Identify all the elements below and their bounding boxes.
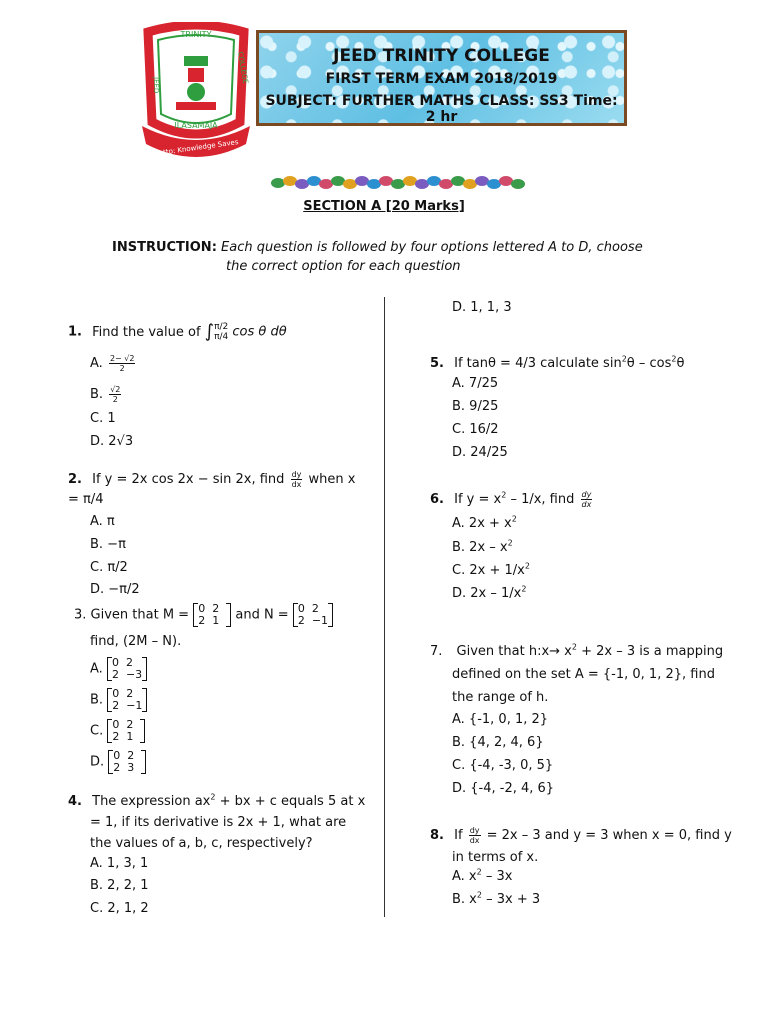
q1-b-numerator: √2 xyxy=(110,385,121,394)
question-3 xyxy=(74,603,333,627)
q8-b-text: B. x xyxy=(452,892,477,907)
integral-symbol: ∫ xyxy=(204,321,215,342)
c-cell: 0 xyxy=(112,718,120,731)
matrix-n xyxy=(293,603,333,627)
instruction-text-line2: the correct option for each question xyxy=(226,259,461,274)
q8-a-text-end: – 3x xyxy=(481,869,513,884)
crest-top-text: TRINITY xyxy=(180,30,212,39)
q3-d-matrix xyxy=(108,750,146,774)
q1-a-numerator: 2− √2 xyxy=(109,354,135,363)
q6-c-text: C. 2x + 1/x xyxy=(452,563,525,578)
q3-line2: find, (2M – N). xyxy=(90,634,182,649)
q7-option-a: A. {-1, 0, 1, 2} xyxy=(452,712,549,727)
q8-b-text-end: – 3x + 3 xyxy=(481,892,541,907)
q3-option-d xyxy=(90,750,146,774)
question-5 xyxy=(430,356,684,372)
q1-integrand: cos θ dθ xyxy=(232,324,287,340)
a-cell: 2 xyxy=(125,656,133,669)
q1-option-a xyxy=(90,354,137,373)
q2-option-d: D. −π/2 xyxy=(90,582,140,597)
question-6 xyxy=(430,490,594,509)
m-cell: 1 xyxy=(212,614,220,627)
q6-b-text: B. 2x – x xyxy=(452,540,508,555)
n-cell: 2 xyxy=(311,602,319,615)
q8-text: = 2x – 3 and y = 3 when x = 0, find y xyxy=(482,828,732,843)
q2-option-a: A. π xyxy=(90,514,115,529)
q3-option-b xyxy=(90,688,147,712)
q8-line2: in terms of x. xyxy=(452,850,539,865)
instruction-text-line1: Each question is followed by four options lettered A to D, choose xyxy=(221,240,643,255)
q8-option-a xyxy=(452,869,512,885)
q2-frac-num: dy xyxy=(291,470,302,479)
q3-a-matrix xyxy=(107,657,147,681)
school-name: JEED TRINITY COLLEGE xyxy=(333,46,550,66)
b-cell: −1 xyxy=(126,699,143,712)
q5-sup2: 2 xyxy=(671,354,677,364)
d-cell: 2 xyxy=(113,761,121,774)
q4-option-a: A. 1, 3, 1 xyxy=(90,856,149,871)
q7-option-c: C. {-4, -3, 0, 5} xyxy=(452,758,554,773)
q6-option-a xyxy=(452,516,517,532)
q6-number: 6. xyxy=(430,492,444,507)
q3-c-matrix xyxy=(107,719,145,743)
column-divider xyxy=(384,297,385,917)
decorative-floral-divider xyxy=(270,172,530,194)
q1-option-c: C. 1 xyxy=(90,411,116,426)
q5-option-c: C. 16/2 xyxy=(452,422,499,437)
b-cell: 2 xyxy=(126,687,134,700)
q2-number: 2. xyxy=(68,472,82,487)
q4-option-c: C. 2, 1, 2 xyxy=(90,901,149,916)
q6-sup: 2 xyxy=(501,490,507,500)
c-cell: 1 xyxy=(126,730,134,743)
q5-mid: θ – cos xyxy=(626,356,672,371)
q4-line1a: The expression ax xyxy=(92,794,211,809)
q3-d-letter: D. xyxy=(90,754,105,770)
q2-option-b: B. −π xyxy=(90,537,126,552)
question-2 xyxy=(68,470,355,489)
q1-b-letter: B. xyxy=(90,387,104,402)
q5-option-b: B. 9/25 xyxy=(452,399,499,414)
exam-title: FIRST TERM EXAM 2018/2019 xyxy=(325,71,558,87)
instruction-block: INSTRUCTION: Each question is followed by four options lettered A to D, choose the correct option for each question xyxy=(112,240,643,274)
q7-option-d: D. {-4, -2, 4, 6} xyxy=(452,781,555,796)
n-cell: 0 xyxy=(297,602,305,615)
crest-bottom-text: ILASAMAJA xyxy=(174,121,218,130)
q6-d-text: D. 2x – 1/x xyxy=(452,586,522,601)
q8-a-text: A. x xyxy=(452,869,477,884)
q8-b-sup: 2 xyxy=(476,890,482,900)
crest-motto: Motto: Knowledge Saves xyxy=(152,138,239,158)
q2-text-end: when x xyxy=(308,472,356,487)
q4-sup: 2 xyxy=(210,792,216,802)
q3-number: 3. xyxy=(74,607,87,623)
q6-frac-num: dy xyxy=(581,490,592,499)
q2-option-c: C. π/2 xyxy=(90,560,128,575)
q2-line2: = π/4 xyxy=(68,492,104,507)
q8-frac-den: dx xyxy=(469,836,480,845)
school-crest-logo xyxy=(140,22,252,164)
b-cell: 0 xyxy=(112,687,120,700)
q6-option-c xyxy=(452,563,530,579)
q3-b-matrix xyxy=(107,688,147,712)
q6-a-sup: 2 xyxy=(511,514,517,524)
d-cell: 2 xyxy=(127,749,135,762)
q8-pre: If xyxy=(454,828,463,843)
q5-option-a: A. 7/25 xyxy=(452,376,499,391)
q7-line3: the range of h. xyxy=(452,690,549,705)
q1-a-denominator: 2 xyxy=(119,364,125,373)
q8-frac-num: dy xyxy=(469,826,480,835)
q1-prefix: Find the value of xyxy=(92,324,201,340)
crest-left-text: JEED xyxy=(152,77,160,94)
q4-line1b: + bx + c equals 5 at x xyxy=(215,794,366,809)
q6-b-sup: 2 xyxy=(507,538,513,548)
q7-sup: 2 xyxy=(571,642,577,652)
q6-d-sup: 2 xyxy=(521,584,527,594)
q3-mid-text: and N = xyxy=(235,607,289,623)
q1-option-d: D. 2√3 xyxy=(90,434,134,449)
q1-option-b xyxy=(90,385,123,404)
q2-frac-den: dx xyxy=(291,480,302,489)
q3-option-c xyxy=(90,719,145,743)
subject-line: SUBJECT: FURTHER MATHS CLASS: SS3 Time: 2 hr xyxy=(265,93,618,125)
m-cell: 0 xyxy=(198,602,206,615)
exam-header-banner xyxy=(256,30,627,126)
q3-option-a xyxy=(90,657,147,681)
q6-c-sup: 2 xyxy=(524,561,530,571)
q4-option-b: B. 2, 2, 1 xyxy=(90,878,149,893)
q1-lower-limit: π/4 xyxy=(214,332,229,342)
q7-line1a: Given that h:x→ x xyxy=(456,644,572,659)
q6-a-text: A. 2x + x xyxy=(452,516,512,531)
q8-a-sup: 2 xyxy=(476,867,482,877)
q7-line2: defined on the set A = {-1, 0, 1, 2}, find xyxy=(452,667,715,682)
q3-c-letter: C. xyxy=(90,723,104,739)
q6-text: If y = x xyxy=(454,492,502,507)
m-cell: 2 xyxy=(212,602,220,615)
q7-line1b: + 2x – 3 is a mapping xyxy=(576,644,724,659)
q6-mid: – 1/x, find xyxy=(506,492,575,507)
q7-number: 7. xyxy=(430,644,443,659)
q4-number: 4. xyxy=(68,794,82,809)
matrix-m xyxy=(193,603,231,627)
q1-number: 1. xyxy=(68,324,82,340)
q5-option-d: D. 24/25 xyxy=(452,445,508,460)
q4-line2: = 1, if its derivative is 2x + 1, what are xyxy=(90,815,347,830)
n-cell: −1 xyxy=(311,614,329,627)
question-7 xyxy=(430,644,723,660)
n-cell: 2 xyxy=(297,614,305,627)
a-cell: 0 xyxy=(111,656,119,669)
question-4 xyxy=(68,794,365,810)
q3-a-letter: A. xyxy=(90,661,103,677)
question-8 xyxy=(430,826,732,845)
q8-option-b xyxy=(452,892,540,908)
q6-option-d xyxy=(452,586,526,602)
a-cell: 2 xyxy=(111,668,119,681)
q7-option-b: B. {4, 2, 4, 6} xyxy=(452,735,544,750)
question-1 xyxy=(68,322,287,342)
q6-frac-den: dx xyxy=(581,500,592,509)
b-cell: 2 xyxy=(112,699,120,712)
q1-upper-limit: π/2 xyxy=(214,322,229,332)
crest-right-text: COLLEGE xyxy=(236,50,250,85)
c-cell: 2 xyxy=(112,730,120,743)
q2-text: If y = 2x cos 2x − sin 2x, find xyxy=(92,472,285,487)
q5-number: 5. xyxy=(430,356,444,371)
q5-text: If tanθ = 4/3 calculate sin xyxy=(454,356,622,371)
c-cell: 2 xyxy=(126,718,134,731)
q5-end: θ xyxy=(676,356,685,371)
q1-a-letter: A. xyxy=(90,356,103,371)
m-cell: 2 xyxy=(198,614,206,627)
q3-text: Given that M = xyxy=(90,607,190,623)
a-cell: −3 xyxy=(125,668,143,681)
q8-number: 8. xyxy=(430,828,444,843)
q3-b-letter: B. xyxy=(90,692,104,708)
q1-b-denominator: 2 xyxy=(112,395,118,404)
section-title: SECTION A [20 Marks] xyxy=(303,199,465,214)
q4-option-d: D. 1, 1, 3 xyxy=(452,300,512,315)
q5-sup1: 2 xyxy=(621,354,627,364)
d-cell: 3 xyxy=(127,761,135,774)
q6-option-b xyxy=(452,540,513,556)
instruction-label: INSTRUCTION xyxy=(112,240,212,255)
d-cell: 0 xyxy=(113,749,121,762)
q4-line3: the values of a, b, c, respectively? xyxy=(90,836,313,851)
